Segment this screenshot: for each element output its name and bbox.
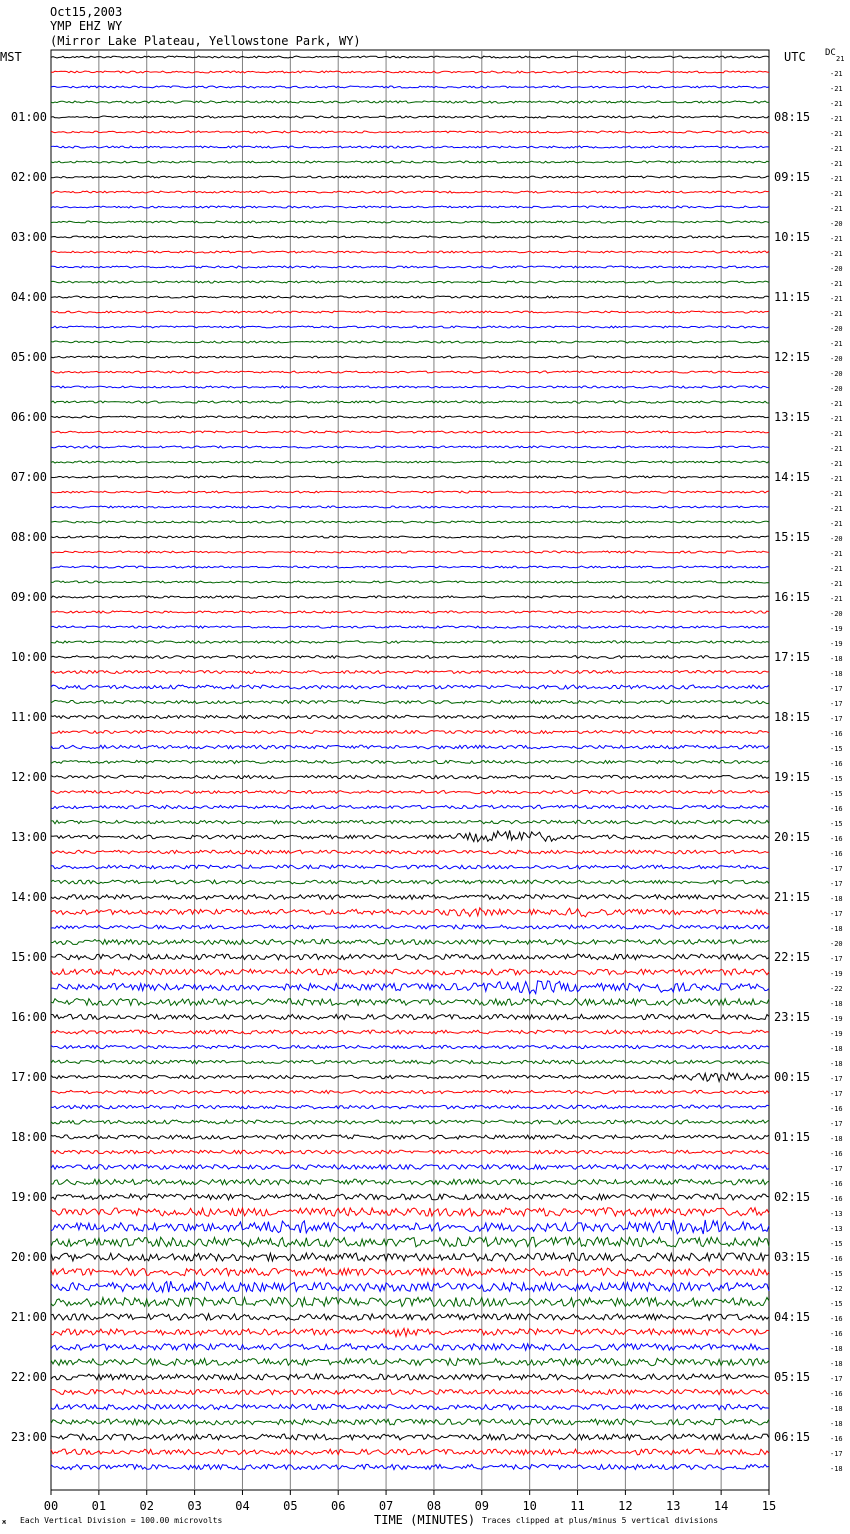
dc-offset-label: -17: [830, 700, 843, 708]
utc-hour-label: 02:15: [774, 1190, 811, 1204]
trace-line-9: [51, 191, 769, 193]
header-date: Oct15,2003: [50, 5, 123, 19]
utc-hour-label: 12:15: [774, 350, 811, 364]
utc-hour-label: 14:15: [774, 470, 811, 484]
dc-offset-label: -18: [830, 670, 843, 678]
trace-line-80: [51, 1253, 769, 1261]
dc-offset-label: -21: [830, 145, 843, 153]
dc-offset-label: -16: [830, 1180, 843, 1188]
dc-offset-label: -16: [830, 760, 843, 768]
trace-line-42: [51, 685, 769, 689]
trace-line-45: [51, 731, 769, 734]
dc-offset-label: -21: [830, 505, 843, 513]
x-tick-label: 00: [43, 1499, 59, 1513]
dc-offset-label: -20: [830, 385, 843, 393]
dc-offset-label: -18: [830, 655, 843, 663]
mst-hour-label: 17:00: [10, 1070, 47, 1084]
dc-offset-label: -21: [830, 280, 843, 288]
trace-line-40: [51, 656, 769, 659]
mst-hour-label: 16:00: [10, 1010, 47, 1024]
x-tick-label: 07: [378, 1499, 394, 1513]
trace-line-28: [51, 476, 769, 478]
trace-line-64: [51, 1014, 769, 1019]
dc-offset-label: -19: [830, 970, 843, 978]
trace-line-4: [51, 116, 769, 118]
dc-offset-label: -16: [830, 1435, 843, 1443]
x-tick-label: 13: [666, 1499, 681, 1513]
dc-offset-label: -21: [830, 310, 843, 318]
x-tick-labels: [44, 1490, 776, 1513]
mst-hour-label: 01:00: [10, 110, 47, 124]
dc-offset-label: -21: [830, 415, 843, 423]
mst-hour-label: 12:00: [10, 770, 47, 784]
dc-offset-label: 21: [836, 55, 845, 63]
mst-hour-label: 03:00: [10, 230, 47, 244]
dc-offset-label: -21: [830, 160, 843, 168]
utc-hour-label: 16:15: [774, 590, 811, 604]
trace-line-47: [51, 760, 769, 763]
trace-line-81: [51, 1268, 769, 1276]
mst-hour-label: 13:00: [10, 830, 47, 844]
trace-line-19: [51, 341, 769, 343]
dc-offset-label: -16: [830, 835, 843, 843]
trace-line-86: [51, 1344, 769, 1350]
dc-offset-label: -20: [830, 355, 843, 363]
trace-line-14: [51, 266, 769, 268]
trace-line-75: [51, 1179, 769, 1185]
dc-offset-label: -18: [830, 1000, 843, 1008]
right-axis-label: UTC: [784, 50, 806, 64]
trace-line-2: [51, 86, 769, 88]
trace-line-60: [51, 954, 769, 960]
utc-hour-label: 21:15: [774, 890, 811, 904]
trace-line-39: [51, 641, 769, 643]
trace-line-74: [51, 1165, 769, 1170]
utc-hour-label: 01:15: [774, 1130, 811, 1144]
trace-line-85: [51, 1328, 769, 1336]
mst-hour-label: 19:00: [10, 1190, 47, 1204]
x-tick-label: 11: [570, 1499, 585, 1513]
dc-offset-label: -16: [830, 730, 843, 738]
dc-offset-label: -17: [830, 865, 843, 873]
footer-clip-note: Traces clipped at plus/minus 5 vertical divisions: [482, 1516, 719, 1525]
trace-line-89: [51, 1389, 769, 1394]
trace-line-52: [51, 830, 769, 841]
x-tick-label: 05: [283, 1499, 298, 1513]
trace-line-26: [51, 446, 769, 448]
trace-line-69: [51, 1090, 769, 1093]
dc-offset-label: -20: [830, 370, 843, 378]
x-tick-label: 08: [426, 1499, 442, 1513]
trace-line-36: [51, 596, 769, 598]
trace-line-71: [51, 1120, 769, 1124]
utc-hour-label: 09:15: [774, 170, 811, 184]
dc-offset-label: -21: [830, 490, 843, 498]
mst-hour-label: 20:00: [10, 1250, 47, 1264]
dc-offset-label: -17: [830, 1090, 843, 1098]
dc-offset-label: -16: [830, 850, 843, 858]
utc-hour-label: 06:15: [774, 1430, 811, 1444]
trace-line-21: [51, 371, 769, 373]
mst-hour-label: 23:00: [10, 1430, 47, 1444]
dc-offset-label: -21: [830, 70, 843, 78]
dc-offset-label: -15: [830, 745, 843, 753]
x-tick-label: 15: [761, 1499, 777, 1513]
trace-line-55: [51, 880, 769, 884]
mst-hour-labels: [11, 110, 47, 1444]
trace-line-59: [51, 939, 769, 944]
trace-line-56: [51, 895, 769, 900]
trace-line-10: [51, 206, 769, 208]
utc-hour-label: 22:15: [774, 950, 811, 964]
footer-scale: Each Vertical Division = 100.00 microvolts: [20, 1516, 223, 1525]
trace-line-12: [51, 236, 769, 238]
dc-offset-label: -21: [830, 235, 843, 243]
dc-offset-label: -21: [830, 400, 843, 408]
trace-line-31: [51, 521, 769, 523]
trace-line-43: [51, 700, 769, 703]
trace-line-7: [51, 161, 769, 163]
dc-offset-label: -21: [830, 565, 843, 573]
dc-offset-label: -16: [830, 1195, 843, 1203]
corner-mark: ж: [2, 1518, 7, 1526]
x-tick-label: 04: [235, 1499, 250, 1513]
trace-line-8: [51, 176, 769, 178]
dc-offset-label: -16: [830, 1315, 843, 1323]
trace-line-63: [51, 999, 769, 1006]
dc-offset-label: -18: [830, 895, 843, 903]
mst-hour-label: 11:00: [10, 710, 47, 724]
utc-hour-labels: [774, 110, 810, 1444]
dc-offset-label: -16: [830, 1255, 843, 1263]
trace-line-87: [51, 1358, 769, 1365]
dc-offset-label: -18: [830, 1135, 843, 1143]
dc-offset-label: -20: [830, 610, 843, 618]
trace-line-57: [51, 908, 769, 917]
dc-offset-label: -21: [830, 445, 843, 453]
trace-line-34: [51, 566, 769, 568]
trace-line-32: [51, 536, 769, 538]
dc-offset-label: -21: [830, 190, 843, 198]
trace-line-41: [51, 671, 769, 674]
trace-line-90: [51, 1404, 769, 1409]
dc-offset-label: -18: [830, 1045, 843, 1053]
dc-offset-label: -12: [830, 1285, 843, 1293]
dc-offset-label: -17: [830, 1075, 843, 1083]
dc-offset-label: -21: [830, 460, 843, 468]
trace-line-73: [51, 1150, 769, 1154]
trace-line-84: [51, 1314, 769, 1320]
trace-line-91: [51, 1419, 769, 1425]
dc-offset-label: -17: [830, 955, 843, 963]
trace-line-62: [51, 981, 769, 994]
mst-hour-label: 06:00: [10, 410, 47, 424]
dc-offset-label: -15: [830, 1240, 843, 1248]
trace-line-23: [51, 401, 769, 403]
x-tick-label: 09: [474, 1499, 490, 1513]
dc-offset-label: -15: [830, 775, 843, 783]
trace-line-72: [51, 1135, 769, 1139]
dc-offset-label: -15: [830, 820, 843, 828]
dc-offset-label: -13: [830, 1225, 843, 1233]
mst-hour-label: 21:00: [10, 1310, 47, 1324]
dc-offset-label: -16: [830, 1330, 843, 1338]
dc-offset-label: -13: [830, 1210, 843, 1218]
utc-hour-label: 00:15: [774, 1070, 811, 1084]
trace-line-54: [51, 865, 769, 869]
trace-line-93: [51, 1449, 769, 1455]
x-tick-label: 10: [522, 1499, 537, 1513]
trace-line-37: [51, 611, 769, 613]
trace-line-76: [51, 1194, 769, 1200]
utc-hour-label: 19:15: [774, 770, 811, 784]
dc-offset-label: -18: [830, 1465, 843, 1473]
trace-line-78: [51, 1220, 769, 1234]
dc-offset-label: -21: [830, 295, 843, 303]
trace-line-68: [51, 1073, 769, 1082]
dc-offset-label: -15: [830, 790, 843, 798]
trace-line-94: [51, 1464, 769, 1469]
mst-hour-label: 18:00: [10, 1130, 47, 1144]
trace-line-79: [51, 1237, 769, 1247]
trace-line-30: [51, 506, 769, 508]
trace-line-46: [51, 745, 769, 749]
utc-hour-label: 11:15: [774, 290, 811, 304]
dc-offset-label: -20: [830, 535, 843, 543]
utc-hour-label: 18:15: [774, 710, 811, 724]
trace-line-25: [51, 431, 769, 433]
dc-offset-label: -15: [830, 1300, 843, 1308]
dc-offset-label: -21: [830, 250, 843, 258]
dc-offset-label: -19: [830, 1030, 843, 1038]
dc-offset-label: -16: [830, 1390, 843, 1398]
dc-offset-label: -21: [830, 100, 843, 108]
trace-line-61: [51, 969, 769, 975]
trace-line-49: [51, 790, 769, 793]
dc-offset-label: -17: [830, 1375, 843, 1383]
dc-offset-label: -21: [830, 115, 843, 123]
trace-line-44: [51, 715, 769, 718]
dc-offset-label: -21: [830, 340, 843, 348]
trace-line-65: [51, 1030, 769, 1034]
dc-offset-label: -21: [830, 595, 843, 603]
dc-label: DC: [825, 48, 836, 58]
dc-offset-label: -16: [830, 1150, 843, 1158]
mst-hour-label: 14:00: [10, 890, 47, 904]
dc-offset-label: -17: [830, 685, 843, 693]
dc-offset-label: -21: [830, 85, 843, 93]
trace-line-66: [51, 1045, 769, 1048]
utc-hour-label: 03:15: [774, 1250, 811, 1264]
x-tick-label: 06: [330, 1499, 346, 1513]
trace-line-83: [51, 1297, 769, 1306]
trace-line-48: [51, 775, 769, 778]
trace-line-82: [51, 1281, 769, 1292]
trace-line-13: [51, 251, 769, 253]
trace-line-58: [51, 925, 769, 929]
trace-line-27: [51, 461, 769, 463]
dc-offset-labels: [830, 55, 844, 1473]
trace-line-5: [51, 131, 769, 133]
dc-offset-label: -20: [830, 325, 843, 333]
trace-line-16: [51, 296, 769, 298]
x-axis-label: TIME (MINUTES): [374, 1513, 476, 1527]
dc-offset-label: -17: [830, 1120, 843, 1128]
utc-hour-label: 04:15: [774, 1310, 811, 1324]
dc-offset-label: -19: [830, 640, 843, 648]
dc-offset-label: -21: [830, 475, 843, 483]
dc-offset-label: -16: [830, 805, 843, 813]
dc-offset-label: -21: [830, 430, 843, 438]
dc-offset-label: -18: [830, 1405, 843, 1413]
dc-offset-label: -21: [830, 205, 843, 213]
dc-offset-label: -18: [830, 1360, 843, 1368]
mst-hour-label: 22:00: [10, 1370, 47, 1384]
dc-offset-label: -19: [830, 1015, 843, 1023]
dc-offset-label: -17: [830, 715, 843, 723]
header-location: (Mirror Lake Plateau, Yellowstone Park, WY): [50, 34, 361, 48]
trace-line-51: [51, 820, 769, 823]
dc-offset-label: -17: [830, 1165, 843, 1173]
x-tick-label: 03: [187, 1499, 202, 1513]
dc-offset-label: -22: [830, 985, 843, 993]
utc-hour-label: 23:15: [774, 1010, 811, 1024]
trace-line-24: [51, 416, 769, 418]
trace-line-67: [51, 1060, 769, 1064]
header-station: YMP EHZ WY: [50, 19, 123, 33]
trace-line-15: [51, 281, 769, 283]
dc-offset-label: -21: [830, 580, 843, 588]
dc-offset-label: -18: [830, 1420, 843, 1428]
dc-offset-label: -19: [830, 625, 843, 633]
trace-line-35: [51, 581, 769, 583]
x-tick-label: 01: [91, 1499, 107, 1513]
dc-offset-label: -18: [830, 1060, 843, 1068]
trace-line-38: [51, 626, 769, 628]
mst-hour-label: 09:00: [10, 590, 47, 604]
dc-offset-label: -18: [830, 1345, 843, 1353]
trace-line-22: [51, 386, 769, 388]
dc-offset-label: -20: [830, 265, 843, 273]
x-tick-label: 12: [618, 1499, 633, 1513]
dc-offset-label: -17: [830, 1450, 843, 1458]
trace-line-18: [51, 326, 769, 328]
dc-offset-label: -15: [830, 1270, 843, 1278]
dc-offset-label: -20: [830, 220, 843, 228]
trace-line-77: [51, 1208, 769, 1216]
trace-line-3: [51, 101, 769, 103]
x-tick-label: 02: [139, 1499, 154, 1513]
dc-offset-label: -20: [830, 940, 843, 948]
trace-line-20: [51, 356, 769, 358]
utc-hour-label: 05:15: [774, 1370, 811, 1384]
trace-lines: [51, 56, 769, 1470]
mst-hour-label: 04:00: [10, 290, 47, 304]
dc-offset-label: -21: [830, 175, 843, 183]
trace-line-0: [51, 56, 769, 58]
x-tick-label: 14: [713, 1499, 729, 1513]
dc-offset-label: -21: [830, 550, 843, 558]
mst-hour-label: 15:00: [10, 950, 47, 964]
utc-hour-label: 13:15: [774, 410, 811, 424]
trace-line-88: [51, 1374, 769, 1380]
trace-line-33: [51, 551, 769, 553]
dc-offset-label: -21: [830, 130, 843, 138]
trace-line-11: [51, 221, 769, 223]
dc-offset-label: -17: [830, 880, 843, 888]
mst-hour-label: 10:00: [10, 650, 47, 664]
trace-line-29: [51, 491, 769, 493]
utc-hour-label: 15:15: [774, 530, 811, 544]
mst-hour-label: 07:00: [10, 470, 47, 484]
utc-hour-label: 17:15: [774, 650, 811, 664]
trace-line-50: [51, 805, 769, 808]
dc-offset-label: -18: [830, 925, 843, 933]
trace-line-6: [51, 146, 769, 148]
utc-hour-label: 10:15: [774, 230, 811, 244]
mst-hour-label: 05:00: [10, 350, 47, 364]
dc-offset-label: -21: [830, 520, 843, 528]
dc-offset-label: -17: [830, 910, 843, 918]
trace-line-53: [51, 850, 769, 854]
dc-offset-label: -16: [830, 1105, 843, 1113]
mst-hour-label: 02:00: [10, 170, 47, 184]
trace-line-1: [51, 71, 769, 73]
utc-hour-label: 20:15: [774, 830, 811, 844]
utc-hour-label: 08:15: [774, 110, 811, 124]
trace-line-70: [51, 1105, 769, 1109]
mst-hour-label: 08:00: [10, 530, 47, 544]
trace-line-92: [51, 1434, 769, 1440]
left-axis-label: MST: [0, 50, 22, 64]
trace-line-17: [51, 311, 769, 313]
